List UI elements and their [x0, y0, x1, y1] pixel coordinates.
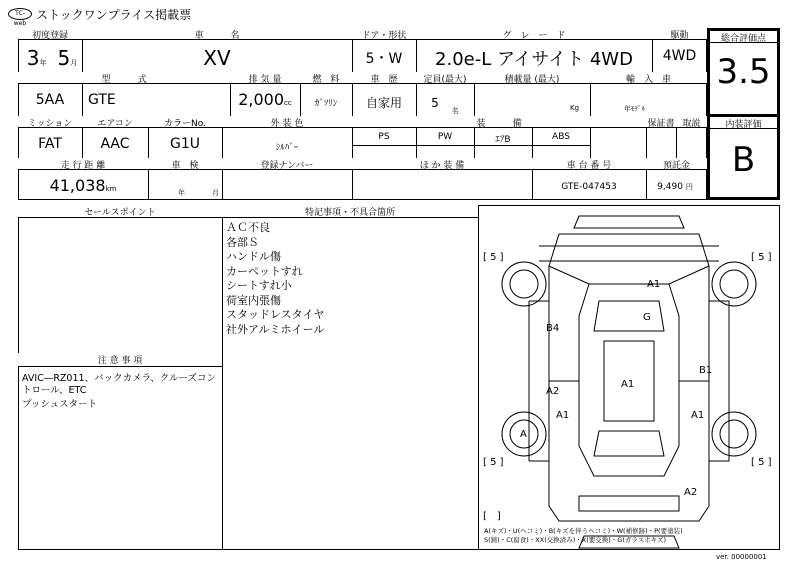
damage-mark: A1: [556, 410, 570, 421]
aircon-value: AAC: [100, 136, 130, 152]
displacement-value: 2,000cc: [238, 90, 292, 109]
damage-diagram: [479, 206, 779, 549]
caution-note: AVIC―RZ011、バックカメラ、クルーズコントロール、ETC: [22, 373, 217, 396]
inspection-year: 年: [178, 189, 185, 197]
label-grade: グ レ ー ド: [416, 28, 652, 40]
hood-line: [549, 266, 709, 284]
label-import: 輸 入 車: [590, 72, 707, 84]
special-note: スタッドレスタイヤ: [226, 308, 325, 321]
damage-mark: A1: [691, 410, 705, 421]
label-manual: 取説: [676, 116, 707, 128]
car-name-value: XV: [203, 46, 231, 70]
rear-bumper: [579, 496, 679, 511]
damage-mark: A2: [546, 386, 560, 397]
price-value: 9,490 円: [657, 182, 693, 192]
label-warranty: 保証書: [646, 116, 676, 128]
equip-airbag: ｴｱB: [495, 135, 511, 145]
damage-mark: A: [520, 429, 527, 440]
top-edge: [539, 246, 719, 261]
damage-legend: [484, 527, 683, 545]
ext-color-value: ｼﾙﾊﾞｰ: [275, 143, 299, 153]
label-caution: 注 意 事 項: [18, 353, 222, 367]
grade-value: 2.0e-L アイサイト 4WD: [435, 49, 633, 70]
label-first-reg: 初度登録: [18, 28, 82, 40]
label-inspection: 車 検: [148, 158, 222, 170]
history-value: 自家用: [365, 96, 402, 110]
label-chassis-no: 車 台 番 号: [532, 158, 646, 170]
model-code-value: GTE: [88, 92, 116, 108]
label-door-shape: ドア・形状: [352, 28, 416, 40]
inspection-month: 月: [212, 189, 219, 197]
load-unit: Kg: [570, 104, 580, 112]
model-prefix-value: 5AA: [35, 92, 65, 108]
color-no-value: G1U: [169, 136, 200, 152]
label-fuel: 燃 料: [300, 72, 352, 84]
label-mission: ミッション: [18, 116, 82, 128]
equip-abs: ABS: [552, 132, 570, 142]
label-load: 積載量 (最大): [474, 72, 590, 84]
windshield: [594, 301, 664, 331]
label-price: 預託金: [646, 158, 707, 170]
equip-pw: PW: [437, 132, 453, 142]
label-sales-point: セールスポイント: [18, 205, 222, 218]
interior-score-value: B: [731, 140, 756, 180]
door-shape-value: 5・W: [365, 51, 403, 67]
label-model: 型 式: [18, 72, 230, 84]
damage-mark: A1: [621, 379, 635, 390]
label-equipment: 装 備: [352, 116, 646, 128]
front-bumper: [574, 216, 684, 228]
tire-label-fr: [ 5 ]: [751, 252, 772, 263]
label-car-name: 車 名: [82, 28, 352, 40]
label-drive: 駆動: [652, 28, 707, 40]
label-interior-score: 内装評価: [710, 117, 777, 129]
caution-note: プッシュスタート: [22, 399, 98, 410]
spare-label: [ ]: [483, 511, 501, 522]
label-overall-score: 総合評価点: [710, 31, 777, 43]
label-mileage: 走 行 距 離: [18, 158, 148, 170]
tire-label-fl: [ 5 ]: [483, 252, 504, 263]
special-note: 荷室内張傷: [226, 293, 281, 307]
chassis-no-value: GTE-047453: [561, 182, 617, 192]
tire-front-right: [712, 262, 756, 306]
rear-window: [594, 431, 664, 456]
special-note: カーペットすれ: [226, 264, 303, 278]
label-history: 車 歴: [352, 72, 416, 84]
mission-value: FAT: [38, 136, 62, 152]
wheel-front-left: [510, 270, 538, 298]
wheel-front-right: [720, 270, 748, 298]
tire-label-rl: [ 5 ]: [483, 457, 504, 468]
special-notes-list: [226, 221, 324, 337]
document-title: ストックワンプライス掲載票: [36, 8, 192, 22]
version-label: ver. 00000001: [716, 553, 767, 561]
tire-front-left: [502, 262, 546, 306]
fuel-value: ｶﾞｿﾘﾝ: [314, 99, 338, 109]
special-note: 社外アルミホイール: [226, 322, 325, 336]
label-displacement: 排 気 量: [230, 72, 300, 84]
label-capacity: 定員(最大): [416, 72, 474, 84]
equip-ps: PS: [378, 132, 390, 142]
tire-rear-right: [712, 412, 756, 456]
damage-mark: B1: [699, 365, 713, 376]
label-reg-number: 登録ナンバー: [222, 158, 352, 170]
tire-label-rr: [ 5 ]: [751, 457, 772, 468]
wheel-rear-right: [720, 420, 748, 448]
special-note: シートすれ小: [226, 279, 292, 292]
overall-score-value: 3.5: [716, 52, 771, 92]
label-ext-color: 外 装 色: [222, 116, 352, 128]
legend-line: S(錆)・C(腐食)・XX(交換済み)・X(要交換)・G(ガラスホキズ): [484, 536, 667, 544]
special-note: 各部Ｓ: [226, 235, 259, 249]
import-model-year: 年ﾓﾃﾞﾙ: [624, 105, 645, 113]
damage-mark: B4: [546, 323, 560, 334]
capacity-value: 5 $_名$: [431, 96, 459, 115]
drive-value: 4WD: [662, 48, 697, 64]
label-aircon: エアコン: [82, 116, 148, 128]
damage-mark: A2: [684, 487, 698, 498]
damage-mark: G: [643, 312, 651, 323]
special-note: ハンドル傷: [226, 250, 281, 263]
caution-notes: [22, 373, 218, 411]
mileage-value: 41,038km: [49, 176, 117, 195]
first-reg-value: 3年 5月: [26, 46, 78, 70]
tc-web-logo: TC-web: [8, 8, 32, 20]
special-note: ＡＣ不良: [226, 221, 270, 234]
label-color-no: カラーNo.: [148, 116, 222, 128]
label-other-equipment: ほ か 装 備: [352, 158, 532, 170]
legend-line: A(キズ)・U(ヘコミ)・B(キズを伴うヘコミ)・W(補修跡)・P(要塗装): [484, 527, 683, 535]
damage-mark: A1: [647, 279, 661, 290]
label-special-notes: 特記事項・不具合箇所: [222, 205, 478, 218]
